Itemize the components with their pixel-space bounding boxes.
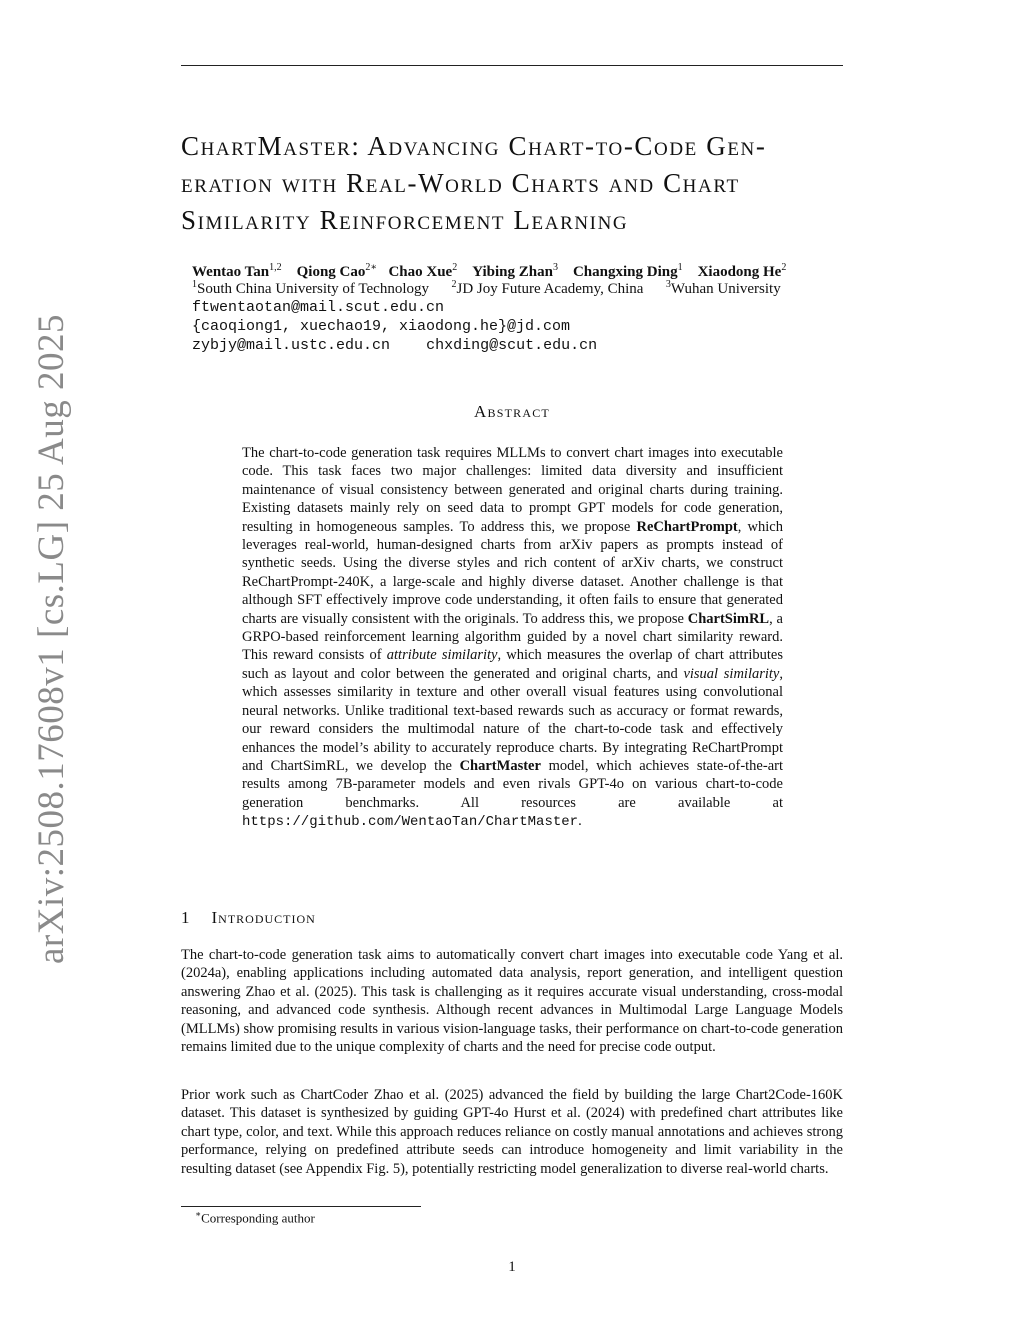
term-chartmaster: ChartMaster	[459, 757, 541, 774]
term-rechartprompt: ReChartPrompt	[636, 518, 738, 535]
author-affiliation-mark: 3	[552, 262, 558, 273]
affiliation-mark: 3	[665, 279, 671, 290]
abstract-text: model, which achieves state-of-the-art results among 7B-parameter models and even rivals GPT-4o on various chart-to-code generation benchmarks. All resources are available at	[242, 757, 783, 811]
abstract-text: The chart-to-code generation task requires MLLMs to convert chart images into executable code. This task faces two major challenges: limited data diversity and insufficient maintenance of visual consistency between generated and original charts during training. Existing datasets mainly rely on seed data to prompt GPT models for code generation, resulting in homogeneous samples. To address this, we propose	[242, 445, 783, 535]
abstract-text: , a GRPO-based reinforcement learning algorithm guided by a novel chart similarity reward. This reward consists of	[242, 610, 783, 664]
author-name: Chao Xue	[388, 264, 453, 280]
term-attribute-similarity: attribute similarity	[386, 647, 498, 664]
github-link[interactable]: https://github.com/WentaoTan/ChartMaster	[242, 814, 579, 831]
author-affiliation-mark: 1	[677, 262, 683, 273]
section-title: Introduction	[211, 908, 316, 927]
affiliation-mark: 2	[451, 279, 457, 290]
author-affiliation-mark: 2∗	[365, 262, 378, 273]
arxiv-sidebar-stamp: arXiv:2508.17608v1 [cs.LG] 25 Aug 2025	[31, 314, 72, 964]
title-line-2: eration with Real-World Charts and Chart	[181, 168, 740, 198]
abstract-text: , which measures the overlap of chart attributes such as layout and color between the generated and original charts, and	[242, 647, 784, 682]
footnote	[195, 1209, 315, 1226]
intro-paragraph-1: The chart-to-code generation task aims to automatically convert chart images into executable code Yang et al. (2024a), enabling applications including automated data analysis, report generation, and intelligent question answering Zhao et al. (2025). This task is challenging as it requires accurate visual understanding, cross-modal reasoning, and advanced code synthesis. Although recent advances in Multimodal Large Language Models (MLLMs) show promising results in various vision-language tasks, their performance on chart-to-code generation remains limited due to the unique complexity of charts and the need for precise code output.	[181, 947, 843, 1056]
section-number: 1	[181, 908, 191, 927]
abstract-heading: Abstract	[474, 402, 550, 421]
footnote-text: Corresponding author	[201, 1210, 315, 1226]
email-zybjy: zybjy@mail.ustc.edu.cn	[192, 337, 391, 354]
author-affiliation-mark: 1,2	[269, 262, 282, 273]
top-rule	[181, 65, 843, 66]
author-name: Qiong Cao	[296, 264, 366, 280]
paper-title	[181, 128, 843, 239]
affiliation-line	[192, 279, 852, 298]
email-line-3	[192, 337, 597, 354]
affiliation-3: Wuhan University	[670, 281, 781, 297]
email-line-1: ftwentaotan@mail.scut.edu.cn	[192, 299, 445, 316]
author-affiliation-mark: 2	[781, 262, 787, 273]
author-name: Wentao Tan	[192, 264, 270, 280]
abstract-text: , which leverages real-world, human-designed charts from arXiv papers as prompts instead of synthetic seeds. Using the diverse styles and rich content of arXiv charts, we construct ReChartPrompt-240K, a large-scale and highly diverse dataset. Another challenge is that although SFT effectively improve code understanding, it often fails to ensure that generated charts are visually consistent with the originals. To address this, we propose	[242, 518, 783, 627]
page-number: 1	[508, 1259, 516, 1275]
author-name: Xiaodong He	[697, 264, 782, 280]
intro-paragraph-2: Prior work such as ChartCoder Zhao et al. (2025) advanced the field by building the large Chart2Code-160K dataset. This dataset is synthesized by guiding GPT-4o Hurst et al. (2024) with predefined chart attributes like chart type, color, and text. While this approach reduces reliance on costly manual annotations and achieves strong performance, relying on predefined attribute seeds can introduce homogeneity and limit variability in the resulting dataset (see Appendix Fig. 5), potentially restricting model generalization to diverse real-world charts.	[181, 1087, 843, 1177]
affiliation-1: South China University of Technology	[197, 281, 429, 297]
author-affiliation-mark: 2	[452, 262, 458, 273]
affiliation-2: JD Joy Future Academy, China	[456, 281, 644, 297]
title-line-1: ChartMaster: Advancing Chart-to-Code Gen-	[181, 131, 767, 161]
email-line-2: {caoqiong1, xuechao19, xiaodong.he}@jd.com	[192, 318, 571, 335]
abstract-body	[242, 444, 783, 832]
title-line-3: Similarity Reinforcement Learning	[181, 205, 629, 235]
footnote-rule	[181, 1206, 421, 1207]
affiliation-mark: 1	[192, 279, 197, 290]
abstract-text: .	[578, 813, 582, 830]
abstract-text: , which assesses similarity in texture and other overall visual features using convolutional neural networks. Unlike traditional text-based rewards such as accuracy or format rewards, our reward considers the multimodal nature of the chart-to-code task and effectively enhances the model’s ability to accurately reproduce charts. By integrating ReChartPrompt and ChartSimRL, we develop the	[242, 665, 783, 774]
footnote-mark: ∗	[195, 1209, 202, 1219]
section-heading-introduction	[181, 908, 316, 928]
term-chartsimrl: ChartSimRL	[687, 610, 770, 627]
author-name: Changxing Ding	[572, 264, 678, 280]
email-chxding: chxding@scut.edu.cn	[426, 337, 598, 354]
author-name: Yibing Zhan	[472, 264, 553, 280]
term-visual-similarity: visual similarity	[683, 665, 780, 682]
